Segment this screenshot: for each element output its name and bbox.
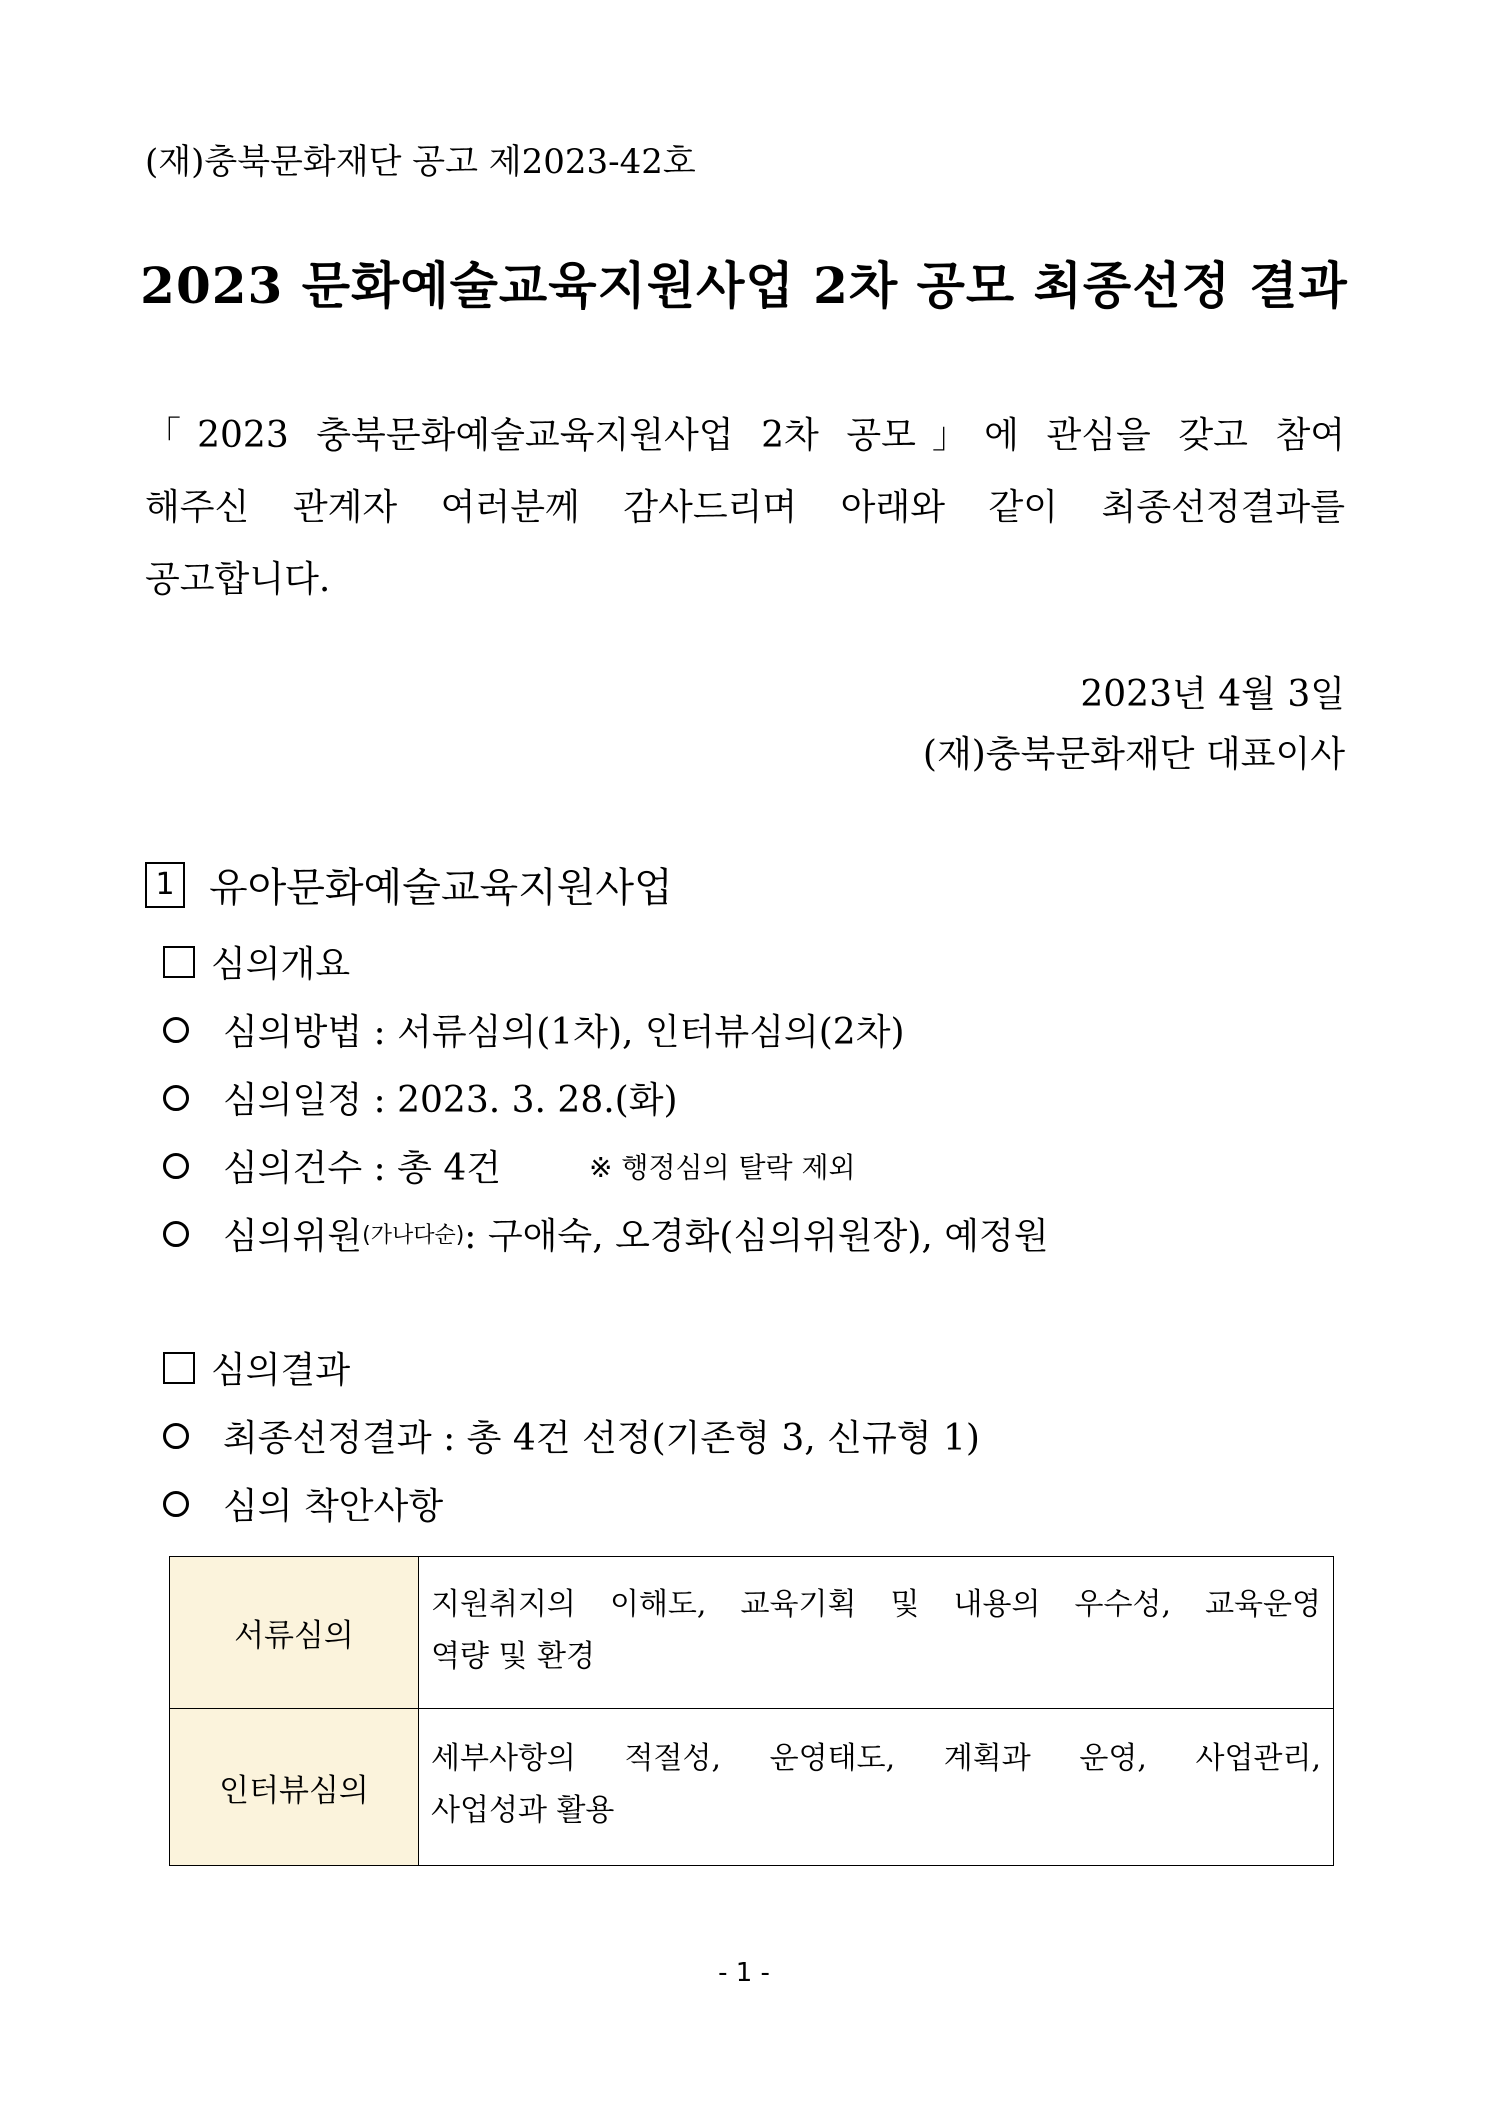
circle-bullet-icon [163, 1085, 189, 1111]
final-selection-text: 최종선정결과 : 총 4건 선정(기존형 3, 신규형 1) [223, 1418, 980, 1459]
final-selection [163, 1410, 980, 1461]
criteria-content-line: 사업성과 활용 [431, 1793, 615, 1828]
section-title: 유아문화예술교육지원사업 [209, 865, 673, 911]
review-members [163, 1208, 1049, 1259]
criteria-table [169, 1556, 1334, 1866]
table-row [170, 1709, 1334, 1866]
square-bullet-icon [163, 1352, 195, 1384]
circle-bullet-icon [163, 1017, 189, 1043]
review-count-text: 심의건수 : 총 4건 [223, 1148, 502, 1189]
criteria-content-line: 지원취지의 이해도, 교육기획 및 내용의 우수성, 교육운영 [431, 1586, 1321, 1622]
review-schedule [163, 1072, 678, 1123]
subsection-result-title: 심의결과 [211, 1350, 351, 1391]
intro-paragraph [145, 400, 1345, 616]
criteria-stage-cell: 서류심의 [170, 1557, 419, 1709]
criteria-content-line: 역량 및 환경 [431, 1638, 595, 1674]
review-count-note: ※ 행정심의 탈락 제외 [589, 1150, 856, 1184]
review-points [163, 1478, 443, 1529]
intro-line-2: 해주신 관계자 여러분께 감사드리며 아래와 같이 최종선정결과를 [145, 487, 1345, 528]
review-members-label: 심의위원 [223, 1216, 363, 1257]
subsection-overview [163, 936, 350, 987]
page-number: - 1 - [718, 1958, 770, 1988]
review-members-order: (가나다순) [362, 1223, 465, 1248]
circle-bullet-icon [163, 1153, 189, 1179]
issuer: (재)충북문화재단 대표이사 [922, 734, 1345, 775]
review-members-value: : 구애숙, 오경화(심의위원장), 예정원 [464, 1216, 1049, 1257]
review-schedule-text: 심의일정 : 2023. 3. 28.(화) [223, 1080, 678, 1121]
criteria-stage-cell: 인터뷰심의 [170, 1709, 419, 1866]
document-title: 2023 문화예술교육지원사업 2차 공모 최종선정 결과 [140, 256, 1348, 315]
review-count [163, 1140, 856, 1191]
subsection-result [163, 1342, 350, 1393]
intro-line-3: 공고합니다. [145, 559, 331, 600]
criteria-content-cell [419, 1709, 1334, 1866]
criteria-content-line: 세부사항의 적절성, 운영태도, 계획과 운영, 사업관리, [431, 1741, 1321, 1776]
subsection-overview-title: 심의개요 [211, 944, 351, 985]
issue-date: 2023년 4월 3일 [1080, 674, 1345, 715]
intro-line-1: 「2023 충북문화예술교육지원사업 2차 공모」에 관심을 갖고 참여 [145, 415, 1345, 456]
circle-bullet-icon [163, 1491, 189, 1517]
review-method [163, 1004, 905, 1055]
table-row [170, 1557, 1334, 1709]
square-bullet-icon [163, 946, 195, 978]
review-method-text: 심의방법 : 서류심의(1차), 인터뷰심의(2차) [223, 1012, 905, 1053]
criteria-content-cell [419, 1557, 1334, 1709]
section-number-box: 1 [145, 862, 185, 908]
section-heading [145, 856, 673, 913]
circle-bullet-icon [163, 1221, 189, 1247]
notice-number: (재)충북문화재단 공고 제2023-42호 [145, 142, 696, 182]
review-points-text: 심의 착안사항 [223, 1486, 444, 1527]
circle-bullet-icon [163, 1423, 189, 1449]
